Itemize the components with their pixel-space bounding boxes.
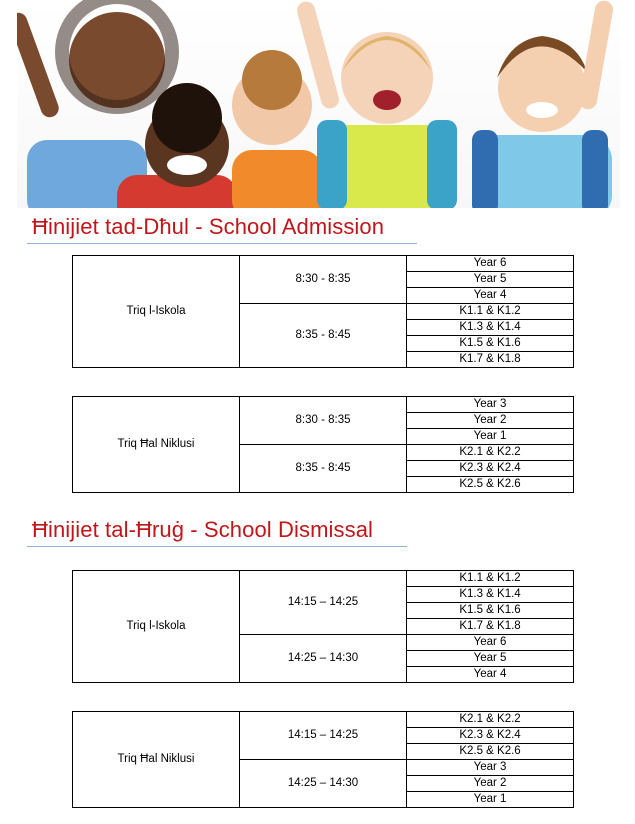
location-cell: Triq l-Iskola — [73, 256, 240, 368]
time-cell: 8:30 - 8:35 — [240, 256, 407, 304]
class-cell: K2.5 & K2.6 — [407, 477, 574, 493]
hero-image-children — [17, 0, 620, 208]
location-cell: Triq Ħal Niklusi — [73, 712, 240, 808]
dismissal-title-underline — [27, 546, 407, 547]
dismissal-table-triq-hal-niklusi — [72, 711, 574, 808]
class-cell: K1.5 & K1.6 — [407, 603, 574, 619]
time-cell: 14:25 – 14:30 — [240, 635, 407, 683]
admission-table-triq-l-iskola — [72, 255, 574, 368]
time-cell: 14:25 – 14:30 — [240, 760, 407, 808]
class-cell: K1.3 & K1.4 — [407, 587, 574, 603]
location-cell: Triq Ħal Niklusi — [73, 397, 240, 493]
class-cell: K1.3 & K1.4 — [407, 320, 574, 336]
time-cell: 8:35 - 8:45 — [240, 304, 407, 368]
class-cell: Year 2 — [407, 776, 574, 792]
dismissal-table-triq-l-iskola — [72, 570, 574, 683]
class-cell: Year 3 — [407, 760, 574, 776]
dismissal-title: Ħinijiet tal-Ħruġ - School Dismissal — [32, 517, 374, 542]
class-cell: Year 6 — [407, 256, 574, 272]
class-cell: Year 5 — [407, 651, 574, 667]
time-cell: 14:15 – 14:25 — [240, 712, 407, 760]
class-cell: Year 1 — [407, 792, 574, 808]
time-cell: 14:15 – 14:25 — [240, 571, 407, 635]
admission-title: Ħinijiet tad-Dħul - School Admission — [32, 214, 385, 239]
class-cell: K1.7 & K1.8 — [407, 619, 574, 635]
class-cell: Year 4 — [407, 288, 574, 304]
time-cell: 8:30 - 8:35 — [240, 397, 407, 445]
admission-title-underline — [27, 243, 417, 244]
class-cell: K2.1 & K2.2 — [407, 445, 574, 461]
class-cell: K2.3 & K2.4 — [407, 461, 574, 477]
class-cell: K1.5 & K1.6 — [407, 336, 574, 352]
class-cell: Year 6 — [407, 635, 574, 651]
class-cell: Year 1 — [407, 429, 574, 445]
time-cell: 8:35 - 8:45 — [240, 445, 407, 493]
class-cell: K2.1 & K2.2 — [407, 712, 574, 728]
class-cell: K1.1 & K1.2 — [407, 571, 574, 587]
class-cell: Year 4 — [407, 667, 574, 683]
class-cell: Year 2 — [407, 413, 574, 429]
admission-table-triq-hal-niklusi — [72, 396, 574, 493]
class-cell: K2.3 & K2.4 — [407, 728, 574, 744]
class-cell: K1.1 & K1.2 — [407, 304, 574, 320]
class-cell: Year 3 — [407, 397, 574, 413]
class-cell: K1.7 & K1.8 — [407, 352, 574, 368]
class-cell: K2.5 & K2.6 — [407, 744, 574, 760]
class-cell: Year 5 — [407, 272, 574, 288]
location-cell: Triq l-Iskola — [73, 571, 240, 683]
